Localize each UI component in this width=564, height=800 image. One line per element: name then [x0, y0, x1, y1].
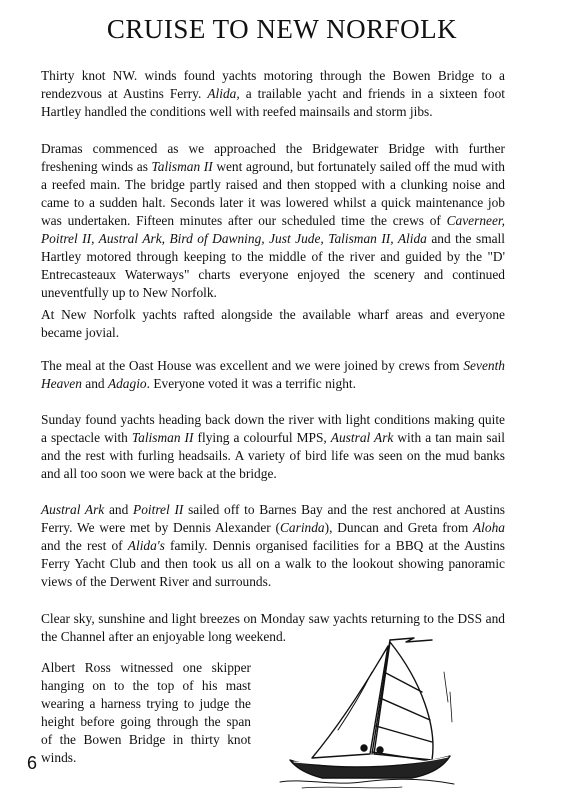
- text-run: family. Dennis organised facilities for a BBQ at the Austins Ferry Yacht Club and then took us all on a walk to the lookout showing panoramic views of the Derwent River and surrounds.: [41, 538, 505, 589]
- page-title: CRUISE TO NEW NORFOLK: [106, 14, 458, 44]
- paragraph-albert-ross: [41, 659, 251, 767]
- sailboat-sketch-icon: [272, 632, 462, 792]
- text-run: and the small Hartley motored through keeping to the middle of the river and guided by the "D' Entrecasteaux Waterways" charts everyone enjoyed the scenery and continued uneventfully up to New Norfolk.: [41, 231, 505, 300]
- italic-name: Aloha: [473, 520, 505, 535]
- italic-name: Caverneer, Poitrel II, Austral Ark, Bird of Dawning, Just Jude, Talisman II, Alida: [41, 213, 505, 246]
- italic-name: Talisman II: [151, 159, 213, 174]
- italic-name: Austral Ark: [41, 502, 105, 517]
- italic-name: Adagio: [107, 376, 147, 391]
- paragraph-sunday-return: [41, 411, 505, 483]
- text-run: went aground, but fortunately sailed off the mud with a reefed main. The bridge partly raised and then stopped with a clunking noise and came to a sudden halt. Seconds later it was lowered whilst a quick maintenance job was undertaken. Fifteen minutes after our scheduled time the crews of: [41, 159, 505, 228]
- italic-name: Alida,: [207, 86, 240, 101]
- text-run: a trailable yacht and friends in a sixteen foot Hartley handled the conditions well with reefed mainsails and storm jibs.: [41, 86, 505, 119]
- text-run: The meal at the Oast House was excellent and we were joined by crews from: [41, 358, 464, 373]
- page-number: 6: [27, 753, 38, 773]
- text-run: flying a colourful MPS,: [193, 430, 331, 445]
- text-run: and: [104, 502, 134, 517]
- italic-name: Austral Ark: [330, 430, 394, 445]
- text-run: At New Norfolk yachts rafted alongside the available wharf areas and everyone became jovial.: [41, 307, 505, 340]
- text-run: sailed off to Barnes Bay and the rest anchored at Austins Ferry. We were met by Dennis Alexander (: [41, 502, 506, 535]
- paragraph-new-norfolk-arrival: [41, 306, 505, 342]
- paragraph-oast-house-meal: [41, 357, 505, 393]
- paragraph-austins-ferry: [41, 501, 505, 591]
- text-run: Dramas commenced as we approached the Bridgewater Bridge with further freshening winds as: [41, 141, 505, 174]
- text-run: with a tan main sail and the rest with furling headsails. A variety of bird life was seen on the mud banks and all too soon we were back at the bridge.: [41, 430, 505, 481]
- text-run: Clear sky, sunshine and light breezes on Monday saw yachts returning to the DSS and the Channel after an enjoyable long weekend.: [41, 611, 505, 644]
- italic-name: Carinda: [279, 520, 325, 535]
- text-run: and: [81, 376, 108, 391]
- italic-name: Alida's: [127, 538, 165, 553]
- text-run: Albert Ross witnessed one skipper hanging on to the top of his mast wearing a harness trying to judge the height before going through the span of the Bowen Bridge in thirty knot winds.: [41, 660, 251, 765]
- text-run: Thirty knot NW. winds found yachts motoring through the Bowen Bridge to a rendezvous at Austins Ferry.: [41, 68, 505, 101]
- text-run: Sunday found yachts heading back down the river with light conditions making quite a spectacle with: [41, 412, 505, 445]
- paragraph-bridgewater-bridge: [41, 140, 505, 302]
- italic-name: Seventh Heaven: [41, 358, 505, 391]
- text-run: . Everyone voted it was a terrific night.: [146, 376, 356, 391]
- text-run: and the rest of: [41, 538, 128, 553]
- paragraph-rendezvous: [41, 67, 505, 121]
- italic-name: Poitrel II: [133, 502, 184, 517]
- text-run: ), Duncan and Greta from: [324, 520, 473, 535]
- italic-name: Talisman II: [131, 430, 194, 445]
